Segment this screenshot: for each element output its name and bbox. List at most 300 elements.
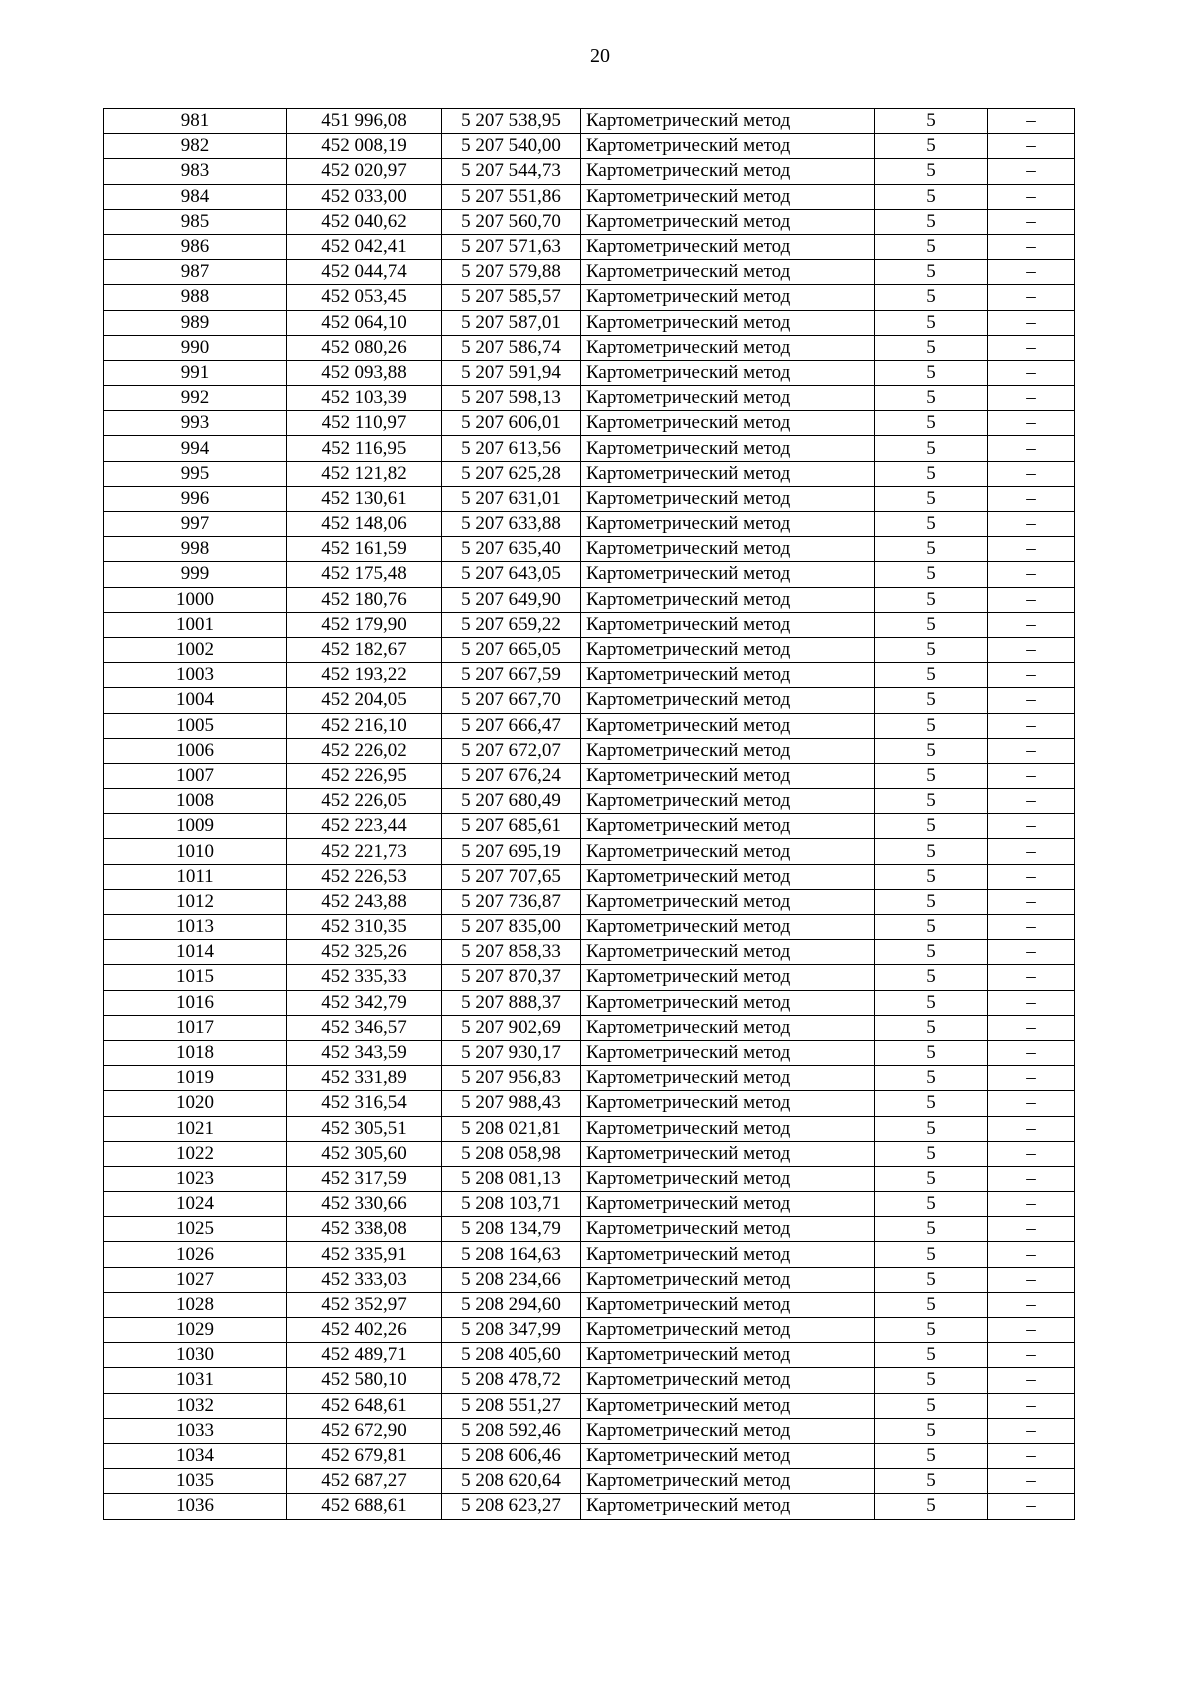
point-number-cell: 990: [104, 335, 287, 360]
accuracy-cell: 5: [875, 1166, 988, 1191]
accuracy-cell: 5: [875, 1066, 988, 1091]
y-coordinate-cell: 5 208 294,60: [442, 1292, 581, 1317]
x-coordinate-cell: 452 161,59: [287, 537, 442, 562]
point-number-cell: 1026: [104, 1242, 287, 1267]
x-coordinate-cell: 452 489,71: [287, 1343, 442, 1368]
table-row: [104, 1318, 1075, 1343]
accuracy-cell: 5: [875, 688, 988, 713]
y-coordinate-cell: 5 207 586,74: [442, 335, 581, 360]
description-cell: –: [988, 1418, 1075, 1443]
description-cell: –: [988, 612, 1075, 637]
y-coordinate-cell: 5 207 667,70: [442, 688, 581, 713]
table-row: [104, 537, 1075, 562]
point-number-cell: 991: [104, 360, 287, 385]
accuracy-cell: 5: [875, 915, 988, 940]
x-coordinate-cell: 452 040,62: [287, 209, 442, 234]
y-coordinate-cell: 5 208 081,13: [442, 1166, 581, 1191]
method-cell: Картометрический метод: [581, 134, 875, 159]
description-cell: –: [988, 990, 1075, 1015]
y-coordinate-cell: 5 207 659,22: [442, 612, 581, 637]
accuracy-cell: 5: [875, 159, 988, 184]
accuracy-cell: 5: [875, 1368, 988, 1393]
table-row: [104, 1217, 1075, 1242]
accuracy-cell: 5: [875, 889, 988, 914]
description-cell: –: [988, 915, 1075, 940]
y-coordinate-cell: 5 207 635,40: [442, 537, 581, 562]
accuracy-cell: 5: [875, 1192, 988, 1217]
accuracy-cell: 5: [875, 1418, 988, 1443]
accuracy-cell: 5: [875, 990, 988, 1015]
x-coordinate-cell: 452 305,60: [287, 1141, 442, 1166]
table-row: [104, 1141, 1075, 1166]
table-row: [104, 386, 1075, 411]
description-cell: –: [988, 1040, 1075, 1065]
accuracy-cell: 5: [875, 713, 988, 738]
description-cell: –: [988, 1292, 1075, 1317]
y-coordinate-cell: 5 207 591,94: [442, 360, 581, 385]
y-coordinate-cell: 5 207 930,17: [442, 1040, 581, 1065]
point-number-cell: 994: [104, 436, 287, 461]
point-number-cell: 1005: [104, 713, 287, 738]
table-row: [104, 1292, 1075, 1317]
table-row: [104, 1040, 1075, 1065]
y-coordinate-cell: 5 207 666,47: [442, 713, 581, 738]
y-coordinate-cell: 5 207 585,57: [442, 285, 581, 310]
accuracy-cell: 5: [875, 587, 988, 612]
description-cell: –: [988, 436, 1075, 461]
y-coordinate-cell: 5 208 234,66: [442, 1267, 581, 1292]
description-cell: –: [988, 587, 1075, 612]
accuracy-cell: 5: [875, 1292, 988, 1317]
x-coordinate-cell: 452 080,26: [287, 335, 442, 360]
table-row: [104, 1469, 1075, 1494]
x-coordinate-cell: 452 325,26: [287, 940, 442, 965]
x-coordinate-cell: 452 226,02: [287, 738, 442, 763]
description-cell: –: [988, 1469, 1075, 1494]
table-row: [104, 486, 1075, 511]
x-coordinate-cell: 452 338,08: [287, 1217, 442, 1242]
x-coordinate-cell: 452 648,61: [287, 1393, 442, 1418]
point-number-cell: 1027: [104, 1267, 287, 1292]
table-row: [104, 310, 1075, 335]
x-coordinate-cell: 452 204,05: [287, 688, 442, 713]
point-number-cell: 983: [104, 159, 287, 184]
point-number-cell: 989: [104, 310, 287, 335]
x-coordinate-cell: 452 226,53: [287, 864, 442, 889]
method-cell: Картометрический метод: [581, 688, 875, 713]
accuracy-cell: 5: [875, 1217, 988, 1242]
y-coordinate-cell: 5 207 538,95: [442, 109, 581, 134]
description-cell: –: [988, 285, 1075, 310]
point-number-cell: 981: [104, 109, 287, 134]
description-cell: –: [988, 738, 1075, 763]
accuracy-cell: 5: [875, 839, 988, 864]
table-row: [104, 587, 1075, 612]
method-cell: Картометрический метод: [581, 663, 875, 688]
point-number-cell: 1014: [104, 940, 287, 965]
method-cell: Картометрический метод: [581, 587, 875, 612]
y-coordinate-cell: 5 208 405,60: [442, 1343, 581, 1368]
point-number-cell: 1035: [104, 1469, 287, 1494]
x-coordinate-cell: 452 226,95: [287, 763, 442, 788]
method-cell: Картометрический метод: [581, 260, 875, 285]
point-number-cell: 1003: [104, 663, 287, 688]
y-coordinate-cell: 5 207 560,70: [442, 209, 581, 234]
x-coordinate-cell: 452 053,45: [287, 285, 442, 310]
table-row: [104, 663, 1075, 688]
method-cell: Картометрический метод: [581, 1318, 875, 1343]
accuracy-cell: 5: [875, 386, 988, 411]
method-cell: Картометрический метод: [581, 159, 875, 184]
x-coordinate-cell: 452 193,22: [287, 663, 442, 688]
x-coordinate-cell: 452 402,26: [287, 1318, 442, 1343]
method-cell: Картометрический метод: [581, 864, 875, 889]
x-coordinate-cell: 452 044,74: [287, 260, 442, 285]
method-cell: Картометрический метод: [581, 738, 875, 763]
y-coordinate-cell: 5 207 649,90: [442, 587, 581, 612]
description-cell: –: [988, 637, 1075, 662]
accuracy-cell: 5: [875, 1040, 988, 1065]
y-coordinate-cell: 5 208 623,27: [442, 1494, 581, 1519]
x-coordinate-cell: 452 310,35: [287, 915, 442, 940]
y-coordinate-cell: 5 207 643,05: [442, 562, 581, 587]
table-row: [104, 1192, 1075, 1217]
x-coordinate-cell: 452 179,90: [287, 612, 442, 637]
point-number-cell: 982: [104, 134, 287, 159]
description-cell: –: [988, 109, 1075, 134]
point-number-cell: 1022: [104, 1141, 287, 1166]
table-row: [104, 1166, 1075, 1191]
x-coordinate-cell: 452 064,10: [287, 310, 442, 335]
x-coordinate-cell: 452 020,97: [287, 159, 442, 184]
point-number-cell: 1025: [104, 1217, 287, 1242]
method-cell: Картометрический метод: [581, 763, 875, 788]
table-row: [104, 612, 1075, 637]
table-row: [104, 1418, 1075, 1443]
method-cell: Картометрический метод: [581, 461, 875, 486]
x-coordinate-cell: 452 335,91: [287, 1242, 442, 1267]
point-number-cell: 1000: [104, 587, 287, 612]
point-number-cell: 998: [104, 537, 287, 562]
x-coordinate-cell: 452 333,03: [287, 1267, 442, 1292]
point-number-cell: 1032: [104, 1393, 287, 1418]
description-cell: –: [988, 1494, 1075, 1519]
accuracy-cell: 5: [875, 1015, 988, 1040]
x-coordinate-cell: 452 342,79: [287, 990, 442, 1015]
y-coordinate-cell: 5 208 592,46: [442, 1418, 581, 1443]
method-cell: Картометрический метод: [581, 1418, 875, 1443]
x-coordinate-cell: 452 672,90: [287, 1418, 442, 1443]
table-row: [104, 965, 1075, 990]
description-cell: –: [988, 360, 1075, 385]
method-cell: Картометрический метод: [581, 184, 875, 209]
method-cell: Картометрический метод: [581, 814, 875, 839]
y-coordinate-cell: 5 207 571,63: [442, 234, 581, 259]
x-coordinate-cell: 452 182,67: [287, 637, 442, 662]
point-number-cell: 1001: [104, 612, 287, 637]
accuracy-cell: 5: [875, 512, 988, 537]
accuracy-cell: 5: [875, 1343, 988, 1368]
table-row: [104, 915, 1075, 940]
method-cell: Картометрический метод: [581, 1393, 875, 1418]
table-row: [104, 512, 1075, 537]
x-coordinate-cell: 452 243,88: [287, 889, 442, 914]
description-cell: –: [988, 209, 1075, 234]
y-coordinate-cell: 5 207 676,24: [442, 763, 581, 788]
accuracy-cell: 5: [875, 537, 988, 562]
x-coordinate-cell: 452 180,76: [287, 587, 442, 612]
accuracy-cell: 5: [875, 1242, 988, 1267]
point-number-cell: 1013: [104, 915, 287, 940]
method-cell: Картометрический метод: [581, 1242, 875, 1267]
method-cell: Картометрический метод: [581, 1267, 875, 1292]
description-cell: –: [988, 159, 1075, 184]
table-row: [104, 763, 1075, 788]
method-cell: Картометрический метод: [581, 1040, 875, 1065]
method-cell: Картометрический метод: [581, 411, 875, 436]
point-number-cell: 1002: [104, 637, 287, 662]
accuracy-cell: 5: [875, 486, 988, 511]
description-cell: –: [988, 512, 1075, 537]
description-cell: –: [988, 1393, 1075, 1418]
table-row: [104, 159, 1075, 184]
table-row: [104, 1393, 1075, 1418]
description-cell: –: [988, 1166, 1075, 1191]
method-cell: Картометрический метод: [581, 889, 875, 914]
x-coordinate-cell: 452 305,51: [287, 1116, 442, 1141]
method-cell: Картометрический метод: [581, 386, 875, 411]
accuracy-cell: 5: [875, 1494, 988, 1519]
accuracy-cell: 5: [875, 612, 988, 637]
description-cell: –: [988, 965, 1075, 990]
description-cell: –: [988, 184, 1075, 209]
point-number-cell: 1010: [104, 839, 287, 864]
point-number-cell: 1017: [104, 1015, 287, 1040]
x-coordinate-cell: 452 216,10: [287, 713, 442, 738]
point-number-cell: 993: [104, 411, 287, 436]
y-coordinate-cell: 5 207 870,37: [442, 965, 581, 990]
accuracy-cell: 5: [875, 310, 988, 335]
method-cell: Картометрический метод: [581, 234, 875, 259]
table-row: [104, 285, 1075, 310]
method-cell: Картометрический метод: [581, 310, 875, 335]
point-number-cell: 1033: [104, 1418, 287, 1443]
point-number-cell: 1019: [104, 1066, 287, 1091]
description-cell: –: [988, 1116, 1075, 1141]
description-cell: –: [988, 134, 1075, 159]
point-number-cell: 986: [104, 234, 287, 259]
table-row: [104, 688, 1075, 713]
description-cell: –: [988, 839, 1075, 864]
description-cell: –: [988, 486, 1075, 511]
point-number-cell: 1023: [104, 1166, 287, 1191]
y-coordinate-cell: 5 208 164,63: [442, 1242, 581, 1267]
point-number-cell: 1016: [104, 990, 287, 1015]
method-cell: Картометрический метод: [581, 940, 875, 965]
table-row: [104, 335, 1075, 360]
y-coordinate-cell: 5 208 058,98: [442, 1141, 581, 1166]
table-row: [104, 209, 1075, 234]
table-row: [104, 1443, 1075, 1468]
description-cell: –: [988, 688, 1075, 713]
y-coordinate-cell: 5 207 902,69: [442, 1015, 581, 1040]
y-coordinate-cell: 5 207 551,86: [442, 184, 581, 209]
accuracy-cell: 5: [875, 1443, 988, 1468]
method-cell: Картометрический метод: [581, 1217, 875, 1242]
y-coordinate-cell: 5 207 736,87: [442, 889, 581, 914]
y-coordinate-cell: 5 208 620,64: [442, 1469, 581, 1494]
accuracy-cell: 5: [875, 789, 988, 814]
x-coordinate-cell: 452 335,33: [287, 965, 442, 990]
table-row: [104, 637, 1075, 662]
accuracy-cell: 5: [875, 234, 988, 259]
accuracy-cell: 5: [875, 285, 988, 310]
table-row: [104, 1066, 1075, 1091]
y-coordinate-cell: 5 207 579,88: [442, 260, 581, 285]
method-cell: Картометрический метод: [581, 486, 875, 511]
description-cell: –: [988, 411, 1075, 436]
accuracy-cell: 5: [875, 1393, 988, 1418]
method-cell: Картометрический метод: [581, 1292, 875, 1317]
table-row: [104, 260, 1075, 285]
point-number-cell: 1029: [104, 1318, 287, 1343]
table-row: [104, 940, 1075, 965]
point-number-cell: 984: [104, 184, 287, 209]
page-number: 20: [590, 45, 610, 67]
x-coordinate-cell: 452 580,10: [287, 1368, 442, 1393]
accuracy-cell: 5: [875, 864, 988, 889]
description-cell: –: [988, 889, 1075, 914]
y-coordinate-cell: 5 207 667,59: [442, 663, 581, 688]
y-coordinate-cell: 5 208 021,81: [442, 1116, 581, 1141]
table-row: [104, 990, 1075, 1015]
y-coordinate-cell: 5 207 835,00: [442, 915, 581, 940]
description-cell: –: [988, 1192, 1075, 1217]
x-coordinate-cell: 452 175,48: [287, 562, 442, 587]
accuracy-cell: 5: [875, 109, 988, 134]
accuracy-cell: 5: [875, 1469, 988, 1494]
method-cell: Картометрический метод: [581, 713, 875, 738]
x-coordinate-cell: 452 223,44: [287, 814, 442, 839]
method-cell: Картометрический метод: [581, 1141, 875, 1166]
table-row: [104, 109, 1075, 134]
method-cell: Картометрический метод: [581, 915, 875, 940]
y-coordinate-cell: 5 208 103,71: [442, 1192, 581, 1217]
accuracy-cell: 5: [875, 940, 988, 965]
method-cell: Картометрический метод: [581, 1116, 875, 1141]
description-cell: –: [988, 562, 1075, 587]
accuracy-cell: 5: [875, 965, 988, 990]
description-cell: –: [988, 864, 1075, 889]
y-coordinate-cell: 5 207 707,65: [442, 864, 581, 889]
accuracy-cell: 5: [875, 1091, 988, 1116]
table-row: [104, 1494, 1075, 1519]
description-cell: –: [988, 1318, 1075, 1343]
point-number-cell: 1008: [104, 789, 287, 814]
x-coordinate-cell: 452 110,97: [287, 411, 442, 436]
x-coordinate-cell: 452 688,61: [287, 1494, 442, 1519]
x-coordinate-cell: 452 033,00: [287, 184, 442, 209]
accuracy-cell: 5: [875, 360, 988, 385]
y-coordinate-cell: 5 207 544,73: [442, 159, 581, 184]
method-cell: Картометрический метод: [581, 512, 875, 537]
x-coordinate-cell: 452 687,27: [287, 1469, 442, 1494]
method-cell: Картометрический метод: [581, 1166, 875, 1191]
description-cell: –: [988, 789, 1075, 814]
coordinates-table: [103, 108, 1075, 1520]
description-cell: –: [988, 260, 1075, 285]
method-cell: Картометрический метод: [581, 1368, 875, 1393]
method-cell: Картометрический метод: [581, 990, 875, 1015]
method-cell: Картометрический метод: [581, 789, 875, 814]
y-coordinate-cell: 5 207 633,88: [442, 512, 581, 537]
table-row: [104, 1015, 1075, 1040]
accuracy-cell: 5: [875, 1267, 988, 1292]
description-cell: –: [988, 386, 1075, 411]
y-coordinate-cell: 5 207 665,05: [442, 637, 581, 662]
point-number-cell: 1030: [104, 1343, 287, 1368]
table-row: [104, 1242, 1075, 1267]
method-cell: Картометрический метод: [581, 109, 875, 134]
accuracy-cell: 5: [875, 335, 988, 360]
table-row: [104, 436, 1075, 461]
table-row: [104, 1368, 1075, 1393]
point-number-cell: 997: [104, 512, 287, 537]
point-number-cell: 1024: [104, 1192, 287, 1217]
y-coordinate-cell: 5 207 672,07: [442, 738, 581, 763]
description-cell: –: [988, 940, 1075, 965]
point-number-cell: 1006: [104, 738, 287, 763]
y-coordinate-cell: 5 207 625,28: [442, 461, 581, 486]
point-number-cell: 985: [104, 209, 287, 234]
accuracy-cell: 5: [875, 1318, 988, 1343]
method-cell: Картометрический метод: [581, 360, 875, 385]
x-coordinate-cell: 452 103,39: [287, 386, 442, 411]
accuracy-cell: 5: [875, 134, 988, 159]
x-coordinate-cell: 452 331,89: [287, 1066, 442, 1091]
description-cell: –: [988, 663, 1075, 688]
x-coordinate-cell: 452 679,81: [287, 1443, 442, 1468]
accuracy-cell: 5: [875, 637, 988, 662]
method-cell: Картометрический метод: [581, 1192, 875, 1217]
point-number-cell: 1009: [104, 814, 287, 839]
table-row: [104, 134, 1075, 159]
method-cell: Картометрический метод: [581, 965, 875, 990]
point-number-cell: 992: [104, 386, 287, 411]
method-cell: Картометрический метод: [581, 537, 875, 562]
x-coordinate-cell: 452 316,54: [287, 1091, 442, 1116]
table-row: [104, 1267, 1075, 1292]
description-cell: –: [988, 310, 1075, 335]
accuracy-cell: 5: [875, 461, 988, 486]
x-coordinate-cell: 452 330,66: [287, 1192, 442, 1217]
method-cell: Картометрический метод: [581, 637, 875, 662]
y-coordinate-cell: 5 208 134,79: [442, 1217, 581, 1242]
description-cell: –: [988, 1141, 1075, 1166]
method-cell: Картометрический метод: [581, 612, 875, 637]
table-body: [104, 109, 1075, 1520]
y-coordinate-cell: 5 207 858,33: [442, 940, 581, 965]
method-cell: Картометрический метод: [581, 1066, 875, 1091]
point-number-cell: 988: [104, 285, 287, 310]
table-row: [104, 234, 1075, 259]
table-row: [104, 814, 1075, 839]
method-cell: Картометрический метод: [581, 562, 875, 587]
accuracy-cell: 5: [875, 1141, 988, 1166]
x-coordinate-cell: 452 042,41: [287, 234, 442, 259]
table-row: [104, 1091, 1075, 1116]
table-row: [104, 1116, 1075, 1141]
